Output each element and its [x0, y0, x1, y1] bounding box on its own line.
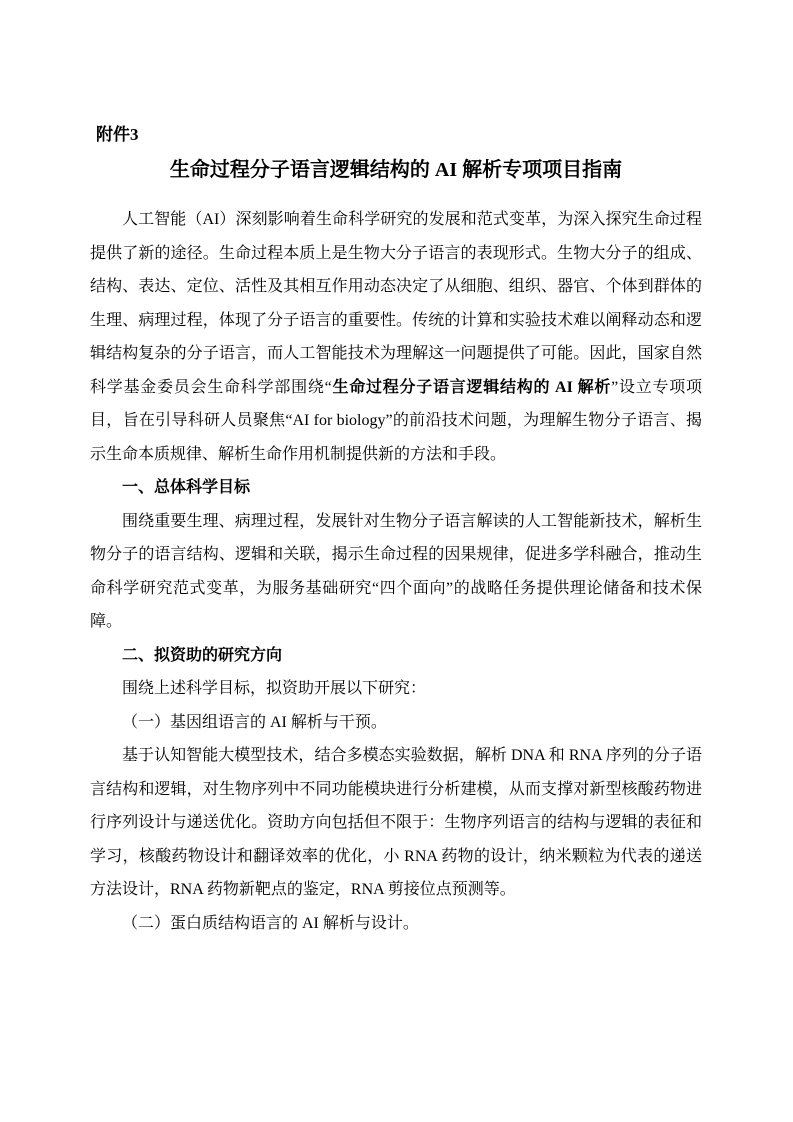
section-2-heading: 二、拟资助的研究方向 — [122, 646, 283, 664]
document-body — [90, 203, 702, 940]
section-1-heading: 一、总体科学目标 — [122, 479, 251, 496]
text-run: 人工智能（AI）深刻影响着生命科学研究的发展和范式变革，为深入探究生命过程提供了新的途径。生命过程本质上是生物大分子语言的表现形式。生物大分子的组成、结构、表达、定位、活性及其相互作用动态决定了从细胞、组织、器官、个体到群体的生理、病理过程，体现了分子语言的重要性。传统的计算和实验技术难以阐释动态和逻辑结构复杂的分子语言，而人工智能技术为理解这一问题提供了可能。因此，国家自然科学基金委员会生命科学部围绕“ — [90, 211, 702, 396]
research-item-1-paragraph: 基于认知智能大模型技术，结合多模态实验数据，解析 DNA 和 RNA 序列的分子语言结构和逻辑，对生物序列中不同功能模块进行分析建模，从而支撑对新型核酸药物进行序列设计与递送优化。资助方向包括但不限于：生物序列语言的结构与逻辑的表征和学习，核酸药物设计和翻译效率的优化，小 RNA 药物的设计，纳米颗粒为代表的递送方法设计，RNA 药物新靶点的鉴定，RNA 剪接位点预测等。 — [90, 747, 702, 898]
research-item-1-heading: （一）基因组语言的 AI 解析与干预。 — [122, 713, 387, 731]
intro-paragraph — [90, 203, 702, 471]
document-title: 生命过程分子语言逻辑结构的 AI 解析专项项目指南 — [169, 159, 623, 181]
bold-text-run: 生命过程分子语言逻辑结构的 AI 解析 — [331, 378, 612, 396]
text-run: ”设立专项项目，旨在引导科研人员聚焦“AI for biology”的前沿技术问题，为理解生物分子语言、揭示生命本质规律、解析生命作用机制提供新的方法和手段。 — [90, 378, 702, 463]
attachment-label: 附件3 — [96, 125, 139, 144]
research-item-2-heading: （二）蛋白质结构语言的 AI 解析与设计。 — [122, 914, 419, 932]
section-2-lead: 围绕上述科学目标，拟资助开展以下研究： — [122, 680, 427, 697]
section-1-paragraph: 围绕重要生理、病理过程，发展针对生物分子语言解读的人工智能新技术，解析生物分子的语言结构、逻辑和关联，揭示生命过程的因果规律，促进多学科融合，推动生命科学研究范式变革，为服务基础研究“四个面向”的战略任务提供理论储备和技术保障。 — [90, 512, 702, 630]
